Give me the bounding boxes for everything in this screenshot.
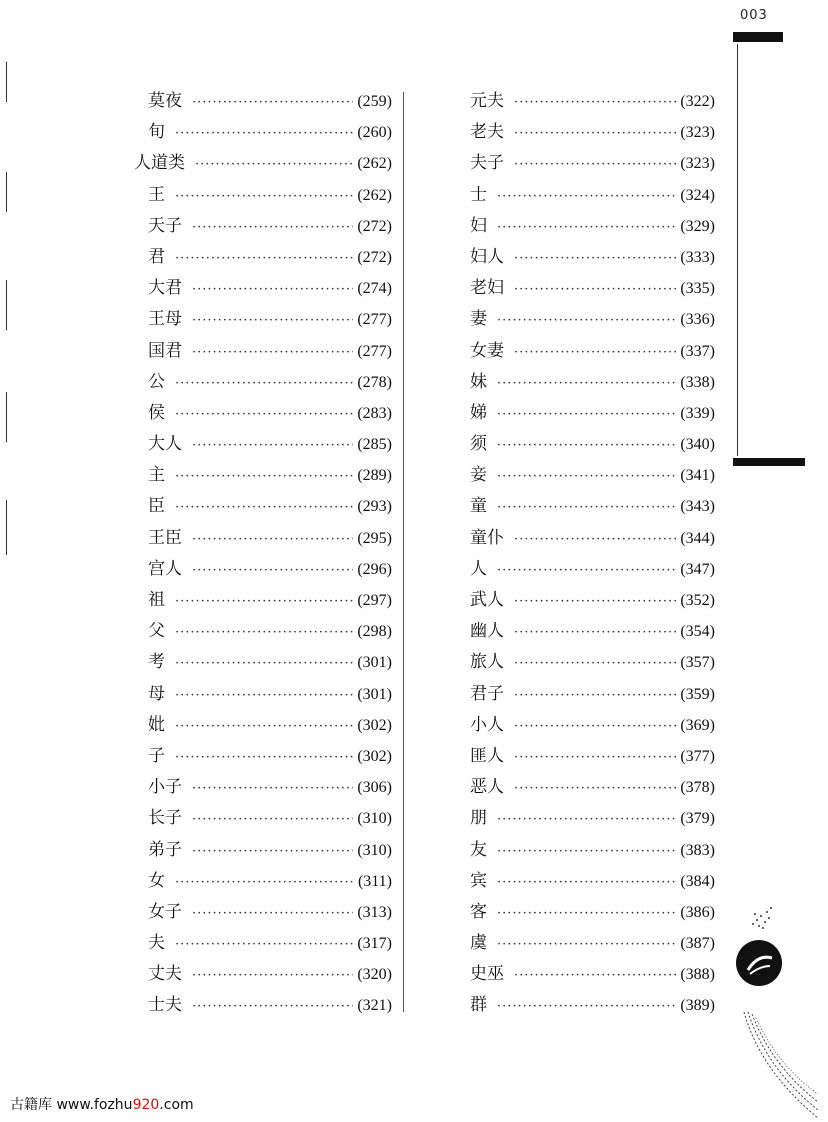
entry-term: 妹 bbox=[470, 371, 487, 392]
entry-page-number: (296) bbox=[357, 560, 392, 578]
entry-term: 宾 bbox=[470, 870, 487, 891]
dot-leader bbox=[497, 991, 676, 1022]
dot-leader bbox=[514, 711, 676, 742]
entry-page-number: (352) bbox=[680, 592, 715, 609]
entry-page-number: (274) bbox=[357, 280, 392, 298]
entry-page-number: (301) bbox=[357, 654, 392, 672]
entry-term: 妾 bbox=[470, 465, 487, 486]
index-entry bbox=[120, 679, 392, 710]
index-column-left bbox=[120, 86, 392, 1022]
dot-leader bbox=[192, 337, 353, 368]
entry-page-number: (283) bbox=[357, 404, 392, 422]
entry-page-number: (285) bbox=[357, 436, 392, 454]
entry-page-number: (306) bbox=[357, 779, 392, 797]
entry-page-number: (335) bbox=[680, 280, 715, 298]
dot-leader bbox=[175, 243, 353, 274]
entry-page-number: (333) bbox=[680, 248, 715, 266]
entry-page-number: (323) bbox=[680, 155, 715, 173]
dot-leader bbox=[192, 804, 353, 835]
entry-term: 小人 bbox=[470, 714, 504, 735]
entry-term: 妻 bbox=[470, 309, 487, 330]
thumb-index-tab-middle bbox=[733, 458, 805, 466]
dot-leader bbox=[192, 87, 353, 118]
index-entry bbox=[470, 304, 715, 335]
dot-leader bbox=[192, 305, 353, 336]
entry-term: 天子 bbox=[148, 215, 182, 236]
index-entry bbox=[120, 710, 392, 741]
entry-term: 士夫 bbox=[148, 995, 182, 1016]
index-entry bbox=[470, 803, 715, 834]
entry-term: 子 bbox=[148, 745, 165, 766]
entry-term: 童仆 bbox=[470, 527, 504, 548]
entry-page-number: (277) bbox=[357, 342, 392, 360]
entry-term: 旅人 bbox=[470, 652, 504, 673]
dot-leader bbox=[175, 118, 353, 149]
dot-leader bbox=[497, 305, 676, 336]
thumb-index-tab-top bbox=[733, 32, 783, 42]
entry-page-number: (262) bbox=[357, 186, 392, 204]
entry-page-number: (357) bbox=[680, 654, 715, 672]
entry-term: 弟子 bbox=[148, 839, 182, 860]
entry-page-number: (310) bbox=[357, 841, 392, 859]
dot-leader bbox=[497, 867, 676, 898]
index-entry bbox=[470, 117, 715, 148]
index-entry bbox=[470, 429, 715, 460]
left-edge-mark bbox=[6, 172, 7, 212]
index-entry bbox=[120, 616, 392, 647]
entry-term: 考 bbox=[148, 652, 165, 673]
entry-term: 王母 bbox=[148, 309, 182, 330]
dot-leader bbox=[175, 586, 353, 617]
index-entry bbox=[470, 180, 715, 211]
dot-leader bbox=[497, 368, 676, 399]
dot-leader bbox=[514, 742, 676, 773]
index-entry bbox=[120, 585, 392, 616]
entry-page-number: (297) bbox=[357, 592, 392, 609]
entry-page-number: (311) bbox=[357, 872, 392, 890]
entry-term: 须 bbox=[470, 434, 487, 455]
dot-leader bbox=[514, 118, 676, 149]
entry-term: 国君 bbox=[148, 340, 182, 361]
dot-leader bbox=[514, 617, 676, 648]
dot-leader bbox=[514, 337, 676, 368]
watermark-footer bbox=[10, 1094, 194, 1114]
entry-term: 侯 bbox=[148, 402, 165, 423]
entry-page-number: (388) bbox=[680, 966, 715, 984]
entry-page-number: (310) bbox=[357, 810, 392, 828]
entry-term: 旬 bbox=[148, 122, 165, 143]
entry-term: 群 bbox=[470, 995, 487, 1016]
dot-leader bbox=[514, 243, 676, 274]
entry-page-number: (347) bbox=[680, 560, 715, 578]
dot-leader bbox=[514, 960, 676, 991]
index-entry bbox=[120, 866, 392, 897]
dot-leader bbox=[514, 680, 676, 711]
dot-leader bbox=[497, 399, 676, 430]
dot-leader bbox=[514, 773, 676, 804]
dot-leader bbox=[175, 711, 353, 742]
index-entry bbox=[470, 523, 715, 554]
dot-leader bbox=[175, 181, 353, 212]
entry-page-number: (339) bbox=[680, 404, 715, 422]
index-entry bbox=[120, 148, 392, 179]
index-entry bbox=[120, 803, 392, 834]
dot-leader bbox=[497, 555, 676, 586]
dot-leader bbox=[175, 617, 353, 648]
entry-page-number: (295) bbox=[357, 529, 392, 547]
entry-term: 士 bbox=[470, 184, 487, 205]
index-entry bbox=[120, 242, 392, 273]
entry-term: 王 bbox=[148, 184, 165, 205]
dot-leader bbox=[175, 680, 353, 711]
index-entry bbox=[470, 336, 715, 367]
dot-leader bbox=[514, 648, 676, 679]
index-entry bbox=[470, 647, 715, 678]
entry-term: 父 bbox=[148, 621, 165, 642]
entry-term: 女 bbox=[148, 870, 165, 891]
entry-term: 母 bbox=[148, 683, 165, 704]
entry-page-number: (301) bbox=[357, 685, 392, 703]
entry-page-number: (298) bbox=[357, 623, 392, 641]
index-entry bbox=[470, 835, 715, 866]
entry-page-number: (383) bbox=[680, 841, 715, 859]
dot-leader bbox=[514, 149, 676, 180]
watermark-site-name: 古籍库 bbox=[10, 1097, 52, 1113]
watermark-url: www.fozhu920.com bbox=[56, 1097, 194, 1113]
entry-page-number: (302) bbox=[357, 747, 392, 765]
entry-term: 老妇 bbox=[470, 278, 504, 299]
index-entry bbox=[120, 554, 392, 585]
index-entry bbox=[120, 897, 392, 928]
index-entry bbox=[470, 679, 715, 710]
index-entry bbox=[470, 148, 715, 179]
dot-leader bbox=[175, 867, 354, 898]
index-entry bbox=[120, 304, 392, 335]
entry-page-number: (277) bbox=[357, 311, 392, 329]
left-edge-mark bbox=[6, 392, 7, 442]
entry-page-number: (302) bbox=[357, 716, 392, 734]
entry-term: 妇 bbox=[470, 215, 487, 236]
index-entry bbox=[120, 117, 392, 148]
entry-page-number: (260) bbox=[357, 124, 392, 142]
entry-page-number: (340) bbox=[680, 436, 715, 454]
index-entry bbox=[120, 523, 392, 554]
entry-page-number: (378) bbox=[680, 779, 715, 797]
dot-leader bbox=[497, 212, 676, 243]
dot-leader bbox=[175, 399, 353, 430]
entry-term: 宫人 bbox=[148, 558, 182, 579]
dot-leader bbox=[192, 274, 353, 305]
entry-term: 客 bbox=[470, 901, 487, 922]
index-entry bbox=[470, 242, 715, 273]
entry-page-number: (389) bbox=[680, 997, 715, 1015]
index-entry bbox=[470, 897, 715, 928]
dot-leader bbox=[514, 586, 676, 617]
entry-page-number: (336) bbox=[680, 311, 715, 329]
index-entry bbox=[470, 959, 715, 990]
seal-swirl-icon bbox=[736, 940, 782, 986]
index-entry bbox=[120, 491, 392, 522]
index-entry bbox=[470, 866, 715, 897]
entry-page-number: (379) bbox=[680, 810, 715, 828]
seal-speckle-icon bbox=[747, 902, 775, 932]
entry-page-number: (278) bbox=[357, 373, 392, 391]
entry-term: 元夫 bbox=[470, 91, 504, 111]
dot-leader bbox=[497, 804, 676, 835]
entry-term: 大君 bbox=[148, 278, 182, 299]
entry-term: 妇人 bbox=[470, 246, 504, 267]
dot-leader bbox=[175, 461, 353, 492]
seal-disc-icon bbox=[736, 940, 782, 986]
entry-term: 友 bbox=[470, 839, 487, 860]
entry-term: 臣 bbox=[148, 496, 165, 517]
entry-term: 童 bbox=[470, 496, 487, 517]
entry-page-number: (377) bbox=[680, 747, 715, 765]
entry-page-number: (323) bbox=[680, 124, 715, 142]
index-entry bbox=[120, 990, 392, 1021]
index-entry bbox=[120, 460, 392, 491]
index-entry bbox=[470, 741, 715, 772]
entry-term: 史巫 bbox=[470, 964, 504, 985]
index-entry bbox=[470, 273, 715, 304]
entry-page-number: (293) bbox=[357, 498, 392, 516]
index-entry bbox=[120, 741, 392, 772]
entry-page-number: (359) bbox=[680, 685, 715, 703]
index-entry bbox=[470, 585, 715, 616]
entry-term: 夫 bbox=[148, 933, 165, 954]
entry-term: 恶人 bbox=[470, 777, 504, 798]
entry-term: 女妻 bbox=[470, 340, 504, 361]
entry-page-number: (387) bbox=[680, 935, 715, 953]
entry-page-number: (338) bbox=[680, 373, 715, 391]
entry-term: 武人 bbox=[470, 590, 504, 610]
index-entry bbox=[120, 928, 392, 959]
dot-leader bbox=[192, 960, 353, 991]
entry-term: 老夫 bbox=[470, 122, 504, 143]
dot-leader bbox=[192, 524, 353, 555]
entry-term: 女子 bbox=[148, 901, 182, 922]
entry-page-number: (321) bbox=[357, 997, 392, 1015]
index-entry bbox=[470, 211, 715, 242]
entry-page-number: (386) bbox=[680, 903, 715, 921]
entry-term: 君 bbox=[148, 246, 165, 267]
entry-page-number: (369) bbox=[680, 716, 715, 734]
index-entry bbox=[120, 647, 392, 678]
entry-term: 幽人 bbox=[470, 621, 504, 642]
dot-leader bbox=[497, 461, 676, 492]
entry-page-number: (337) bbox=[680, 342, 715, 360]
index-entry bbox=[470, 990, 715, 1021]
index-entry bbox=[120, 398, 392, 429]
dot-leader bbox=[514, 87, 676, 118]
entry-page-number: (317) bbox=[357, 935, 392, 953]
dot-leader bbox=[175, 648, 353, 679]
dot-leader bbox=[497, 430, 676, 461]
entry-term: 夫子 bbox=[470, 153, 504, 174]
entry-page-number: (384) bbox=[680, 872, 715, 890]
dot-leader bbox=[192, 898, 353, 929]
left-edge-mark bbox=[6, 500, 7, 555]
index-entry bbox=[120, 180, 392, 211]
dot-leader bbox=[497, 836, 676, 867]
dot-leader bbox=[497, 492, 676, 523]
page-number: 003 bbox=[740, 8, 768, 23]
index-entry bbox=[470, 928, 715, 959]
entry-page-number: (320) bbox=[357, 966, 392, 984]
entry-term: 娣 bbox=[470, 402, 487, 423]
entry-page-number: (272) bbox=[357, 217, 392, 235]
entry-page-number: (341) bbox=[680, 467, 715, 485]
entry-page-number: (324) bbox=[680, 186, 715, 204]
entry-page-number: (322) bbox=[680, 93, 715, 110]
entry-page-number: (329) bbox=[680, 217, 715, 235]
entry-term: 人 bbox=[470, 558, 487, 579]
entry-term: 莫夜 bbox=[148, 91, 182, 111]
index-entry bbox=[120, 367, 392, 398]
entry-term: 匪人 bbox=[470, 745, 504, 766]
dot-leader bbox=[195, 149, 353, 180]
index-entry bbox=[470, 367, 715, 398]
dot-leader bbox=[192, 430, 353, 461]
dot-leader bbox=[192, 773, 353, 804]
dot-leader bbox=[497, 898, 676, 929]
dot-leader bbox=[514, 524, 676, 555]
index-entry bbox=[120, 772, 392, 803]
entry-term: 丈夫 bbox=[148, 964, 182, 985]
entry-page-number: (262) bbox=[357, 155, 392, 173]
index-entry bbox=[120, 429, 392, 460]
index-entry bbox=[470, 554, 715, 585]
dot-leader bbox=[175, 368, 353, 399]
index-entry bbox=[120, 86, 392, 117]
entry-term: 王臣 bbox=[148, 527, 182, 548]
index-entry bbox=[470, 460, 715, 491]
entry-page-number: (344) bbox=[680, 529, 715, 547]
index-entry bbox=[470, 616, 715, 647]
dot-leader bbox=[175, 742, 353, 773]
index-entry bbox=[120, 959, 392, 990]
left-edge-mark bbox=[6, 280, 7, 330]
dot-leader bbox=[514, 274, 676, 305]
entry-term: 虞 bbox=[470, 933, 487, 954]
index-entry bbox=[470, 772, 715, 803]
entry-page-number: (313) bbox=[357, 903, 392, 921]
entry-page-number: (259) bbox=[357, 93, 392, 110]
entry-page-number: (289) bbox=[357, 467, 392, 485]
index-entry bbox=[470, 710, 715, 741]
entry-term: 人道类 bbox=[134, 153, 185, 174]
entry-term: 小子 bbox=[148, 777, 182, 798]
index-entry bbox=[470, 86, 715, 117]
entry-term: 主 bbox=[148, 465, 165, 486]
dot-leader bbox=[192, 991, 353, 1022]
entry-term: 大人 bbox=[148, 434, 182, 455]
index-entry bbox=[470, 491, 715, 522]
page-corner-hatch-icon bbox=[740, 1010, 820, 1120]
entry-term: 祖 bbox=[148, 590, 165, 610]
entry-term: 妣 bbox=[148, 714, 165, 735]
dot-leader bbox=[497, 929, 676, 960]
index-entry bbox=[470, 398, 715, 429]
dot-leader bbox=[175, 929, 353, 960]
dot-leader bbox=[192, 555, 353, 586]
entry-term: 公 bbox=[148, 371, 165, 392]
index-entry bbox=[120, 835, 392, 866]
dot-leader bbox=[192, 836, 353, 867]
index-entry bbox=[120, 336, 392, 367]
index-entry bbox=[120, 211, 392, 242]
entry-page-number: (354) bbox=[680, 623, 715, 641]
right-edge-line bbox=[737, 44, 738, 456]
dot-leader bbox=[192, 212, 353, 243]
index-entry bbox=[120, 273, 392, 304]
entry-term: 朋 bbox=[470, 808, 487, 829]
dot-leader bbox=[175, 492, 353, 523]
column-divider bbox=[403, 92, 404, 1012]
entry-page-number: (343) bbox=[680, 498, 715, 516]
entry-page-number: (272) bbox=[357, 248, 392, 266]
dot-leader bbox=[497, 181, 676, 212]
index-column-right bbox=[470, 86, 715, 1022]
entry-term: 君子 bbox=[470, 683, 504, 704]
left-edge-mark bbox=[6, 62, 7, 102]
entry-term: 长子 bbox=[148, 808, 182, 829]
